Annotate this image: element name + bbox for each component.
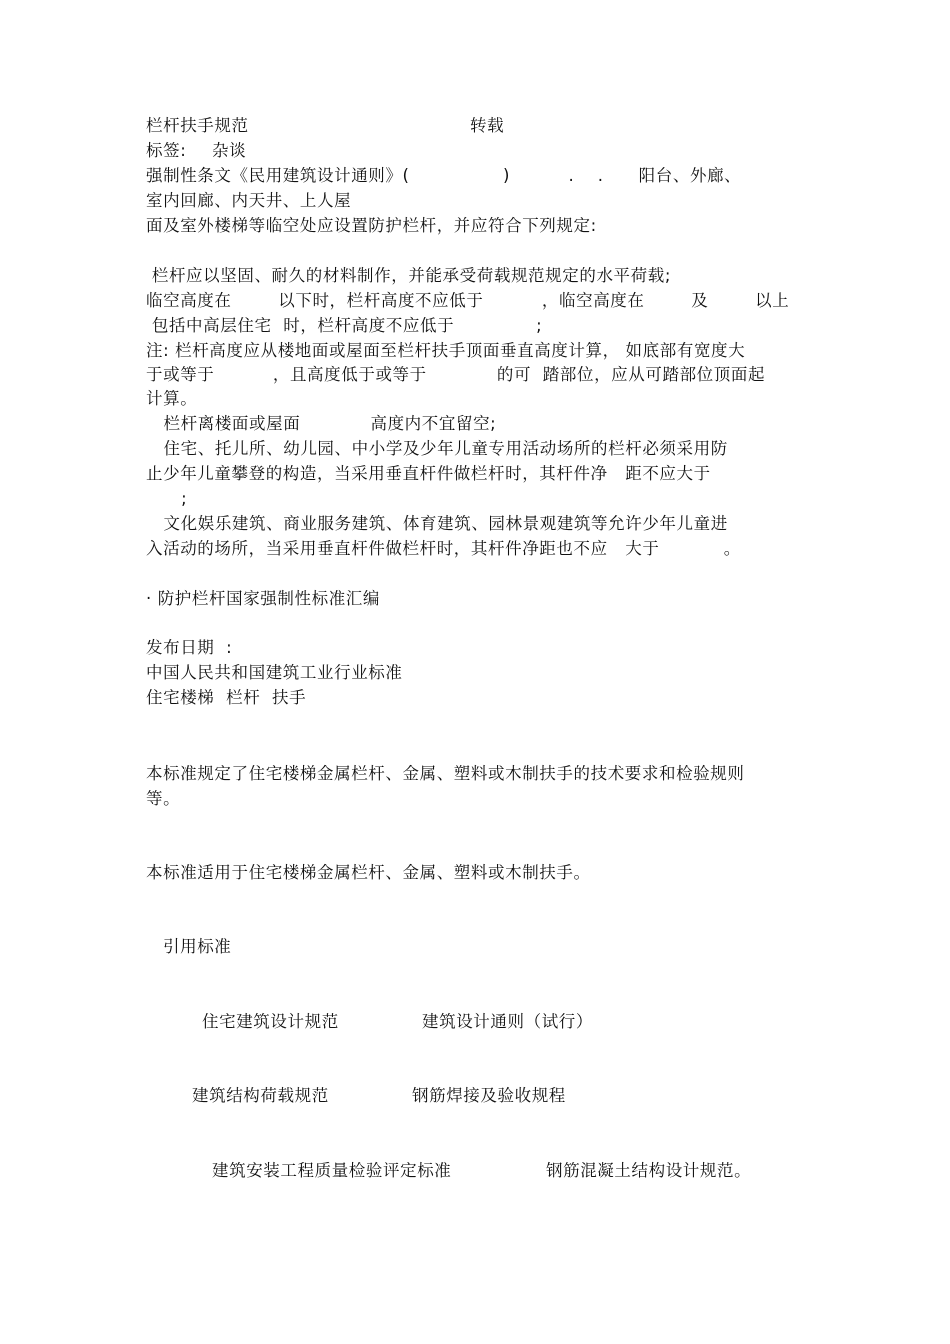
paragraph-line: ; bbox=[146, 489, 188, 508]
paragraph-line: 入活动的场所，当采用垂直杆件做栏杆时，其杆件净距也不应 大于 。 bbox=[146, 539, 741, 558]
paragraph-line: 止少年儿童攀登的构造，当采用垂直杆件做栏杆时，其杆件净 距不应大于 bbox=[146, 464, 711, 483]
paragraph-line: 室内回廊、内天井、上人屋 bbox=[146, 191, 352, 210]
reprint-label: 转载 bbox=[470, 116, 505, 135]
reference-item: 钢筋混凝土结构设计规范。 bbox=[546, 1161, 752, 1180]
reference-item: 建筑安装工程质量检验评定标准 bbox=[212, 1161, 452, 1180]
standard-title: 中国人民共和国建筑工业行业标准 bbox=[146, 663, 403, 682]
references-heading: 引用标准 bbox=[163, 937, 232, 956]
reference-item: 住宅建筑设计规范 bbox=[202, 1012, 339, 1031]
paragraph-line: 包括中高层住宅 时，栏杆高度不应低于 ; bbox=[146, 316, 543, 335]
paragraph-line: 面及室外楼梯等临空处应设置防护栏杆，并应符合下列规定: bbox=[146, 216, 597, 235]
standard-subtitle: 住宅楼梯 栏杆 扶手 bbox=[146, 688, 307, 707]
publish-date-label: 发布日期 : bbox=[146, 638, 233, 657]
paragraph-line: 本标准适用于住宅楼梯金属栏杆、金属、塑料或木制扶手。 bbox=[146, 863, 591, 882]
paragraph-line: 强制性条文《民用建筑设计通则》( ) . . 阳台、外廊、 bbox=[146, 166, 742, 185]
paragraph-line: 注: 栏杆高度应从楼地面或屋面至栏杆扶手顶面垂直高度计算， 如底部有宽度大 bbox=[146, 341, 746, 360]
reference-item: 钢筋焊接及验收规程 bbox=[412, 1086, 566, 1105]
reference-item: 建筑结构荷载规范 bbox=[192, 1086, 329, 1105]
reference-item: 建筑设计通则（试行） bbox=[422, 1012, 593, 1031]
doc-title: 栏杆扶手规范 bbox=[146, 116, 249, 135]
paragraph-line: 等。 bbox=[146, 789, 181, 808]
paragraph-line: 计算。 bbox=[146, 389, 198, 408]
paragraph-line: 临空高度在 以下时，栏杆高度不应低于 ，临空高度在 及 以上 bbox=[146, 291, 790, 310]
paragraph-line: 栏杆离楼面或屋面 高度内不宜留空; bbox=[146, 414, 497, 433]
paragraph-line: 本标准规定了住宅楼梯金属栏杆、金属、塑料或木制扶手的技术要求和检验规则 bbox=[146, 764, 745, 783]
paragraph-line: 栏杆应以坚固、耐久的材料制作，并能承受荷载规范规定的水平荷载; bbox=[146, 266, 672, 285]
section-heading: · 防护栏杆国家强制性标准汇编 bbox=[146, 589, 380, 608]
paragraph-line: 于或等于 ，且高度低于或等于 的可 踏部位，应从可踏部位顶面起 bbox=[146, 365, 766, 384]
tags-value: 杂谈 bbox=[212, 141, 247, 160]
paragraph-line: 住宅、托儿所、幼儿园、中小学及少年儿童专用活动场所的栏杆必须采用防 bbox=[146, 439, 728, 458]
tags-label: 标签: bbox=[146, 141, 187, 160]
paragraph-line: 文化娱乐建筑、商业服务建筑、体育建筑、园林景观建筑等允许少年儿童进 bbox=[146, 514, 728, 533]
